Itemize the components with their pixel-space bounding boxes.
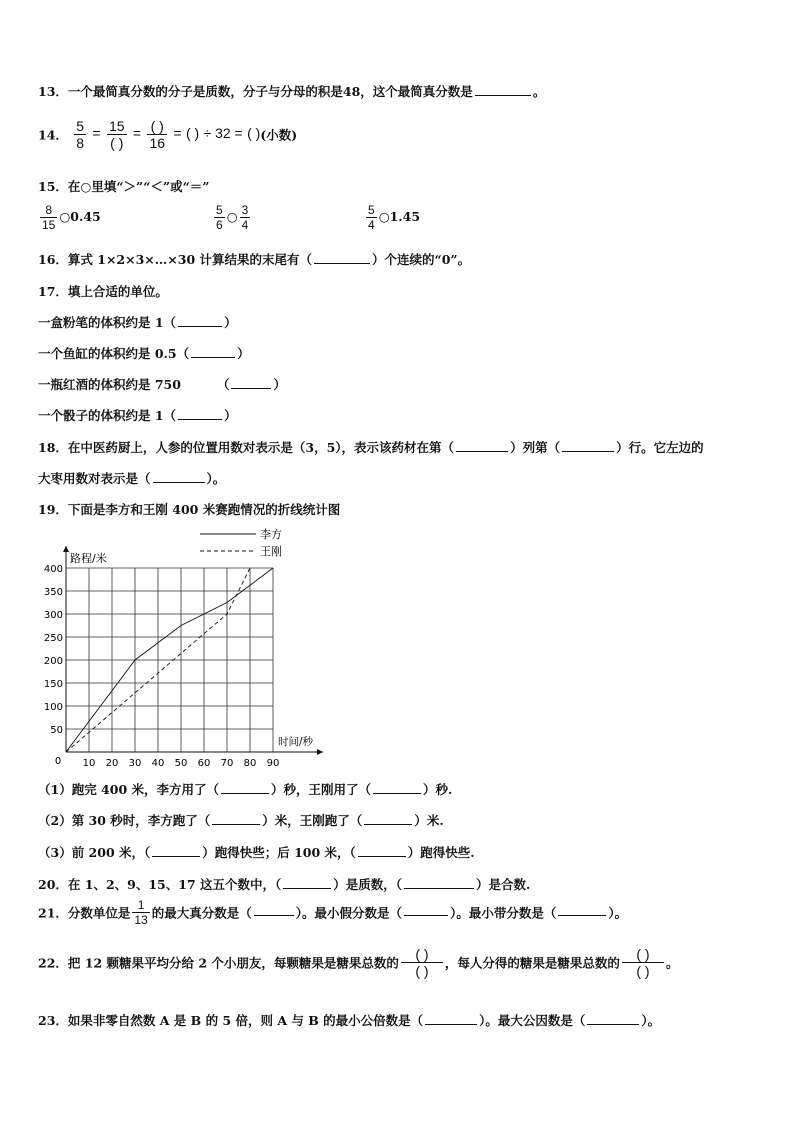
chart-axes — [63, 546, 323, 755]
fraction-blank-16[interactable]: $\frac{( )}{16}$ — [149, 118, 166, 151]
compare-item-2: $\frac{5}{6}$ ○ $\frac{3}{4}$ — [216, 203, 249, 232]
x-tick-label: 90 — [266, 758, 280, 769]
x-tick-label: 80 — [243, 758, 257, 769]
question-14: 14． $\frac{5}{8}$ = $\frac{15}{( )}$ = $\frac{( )}{16}$ = ( ) ÷ 32 = ( )(小数) — [38, 118, 298, 151]
y-tick-label: 400 — [43, 564, 63, 575]
x-tick-label: 40 — [151, 758, 165, 769]
question-17: 17．填上合适的单位。 — [38, 284, 168, 299]
x-axis-arrow — [317, 749, 323, 755]
y-tick-label: 350 — [43, 587, 63, 598]
answer-paren[interactable]: ( ) — [185, 125, 200, 141]
question-16: 16．算式 1×2×3×…×30 计算结果的末尾有（ ）个连续的“0”。 — [38, 252, 471, 267]
x-axis-label: 时间/秒 — [278, 736, 314, 748]
x-tick-label: 30 — [128, 758, 142, 769]
answer-blank[interactable] — [314, 252, 370, 264]
unit-item-2: 一个鱼缸的体积约是 0.5（ ） — [38, 346, 250, 361]
y-tick-label: 250 — [43, 633, 63, 644]
fraction-15-blank[interactable]: $\frac{15}{( )}$ — [108, 118, 125, 151]
y-tick-label: 200 — [43, 656, 63, 667]
x-tick-label: 60 — [197, 758, 211, 769]
legend-label-2: 王刚 — [260, 545, 282, 558]
y-axis-arrow — [63, 546, 69, 552]
question-19: 19．下面是李方和王刚 400 米赛跑情况的折线统计图 — [38, 502, 341, 517]
question-18: 18．在中医药厨上，人参的位置用数对表示是（3，5），表示该药材在第（ ）列第（ ）行。它左边的 — [38, 440, 704, 455]
x-tick-label: 50 — [174, 758, 188, 769]
unit-item-1: 一盒粉笔的体积约是 1（ ） — [38, 315, 237, 330]
fraction-5-8: $\frac{5}{8}$ — [76, 118, 85, 151]
unit-item-4: 一个骰子的体积约是 1（ ） — [38, 408, 237, 423]
question-19-2: （2）第 30 秒时，李方跑了（ ）米，王刚跑了（ ）米. — [38, 813, 444, 828]
question-22: 22．把 12 颗糖果平均分给 2 个小朋友，每颗糖果是糖果总数的 $\frac{( )}{( )}$ ，每人分得的糖果是糖果总数的 $\frac{( )}{( )}$ 。 — [38, 946, 679, 979]
y-tick-label: 300 — [43, 610, 63, 621]
x-tick-label: 10 — [82, 758, 96, 769]
line-chart — [30, 522, 360, 772]
chart-legend — [200, 527, 282, 558]
x-tick-label: 20 — [105, 758, 119, 769]
compare-item-3: $\frac{5}{4}$ ○1.45 — [368, 203, 421, 232]
chart-grid — [66, 568, 273, 752]
question-13: 13．一个最简真分数的分子是质数，分子与分母的积是48，这个最简真分数是 。 — [38, 84, 546, 99]
question-19-3: （3）前 200 米，（ ）跑得快些；后 100 米，（ ）跑得快些. — [38, 845, 475, 860]
question-19-1: （1）跑完 400 米，李方用了（ ）秒，王刚用了（ ）秒. — [38, 782, 453, 797]
question-20: 20．在 1、2、9、15、17 这五个数中，（ ）是质数，（ ）是合数. — [38, 877, 531, 892]
y-tick-label: 50 — [50, 725, 63, 736]
unit-item-3: 一瓶红酒的体积约是 750 （ ） — [38, 377, 286, 392]
legend-label-1: 李方 — [260, 528, 282, 541]
origin-label: 0 — [54, 756, 62, 767]
question-15: 15．在○里填“＞”“＜”或“＝” — [38, 179, 210, 194]
answer-paren[interactable]: ( ) — [247, 125, 261, 141]
y-tick-label: 150 — [43, 679, 63, 690]
question-18-cont: 大枣用数对表示是（ ）。 — [38, 471, 226, 486]
y-tick-label: 100 — [43, 702, 63, 713]
y-axis-label: 路程/米 — [70, 552, 107, 565]
compare-item-1: $\frac{8}{15}$ ○0.45 — [42, 203, 101, 232]
answer-blank[interactable] — [475, 84, 531, 96]
question-23: 23．如果非零自然数 A 是 B 的 5 倍，则 A 与 B 的最小公倍数是（ ）。最大公因数是（ ）。 — [38, 1013, 661, 1028]
x-tick-label: 70 — [220, 758, 234, 769]
question-21: 21．分数单位是 $\frac{1}{13}$ 的最大真分数是（ ）。最小假分数是（ ）。最小带分数是（ ）。 — [38, 898, 628, 927]
